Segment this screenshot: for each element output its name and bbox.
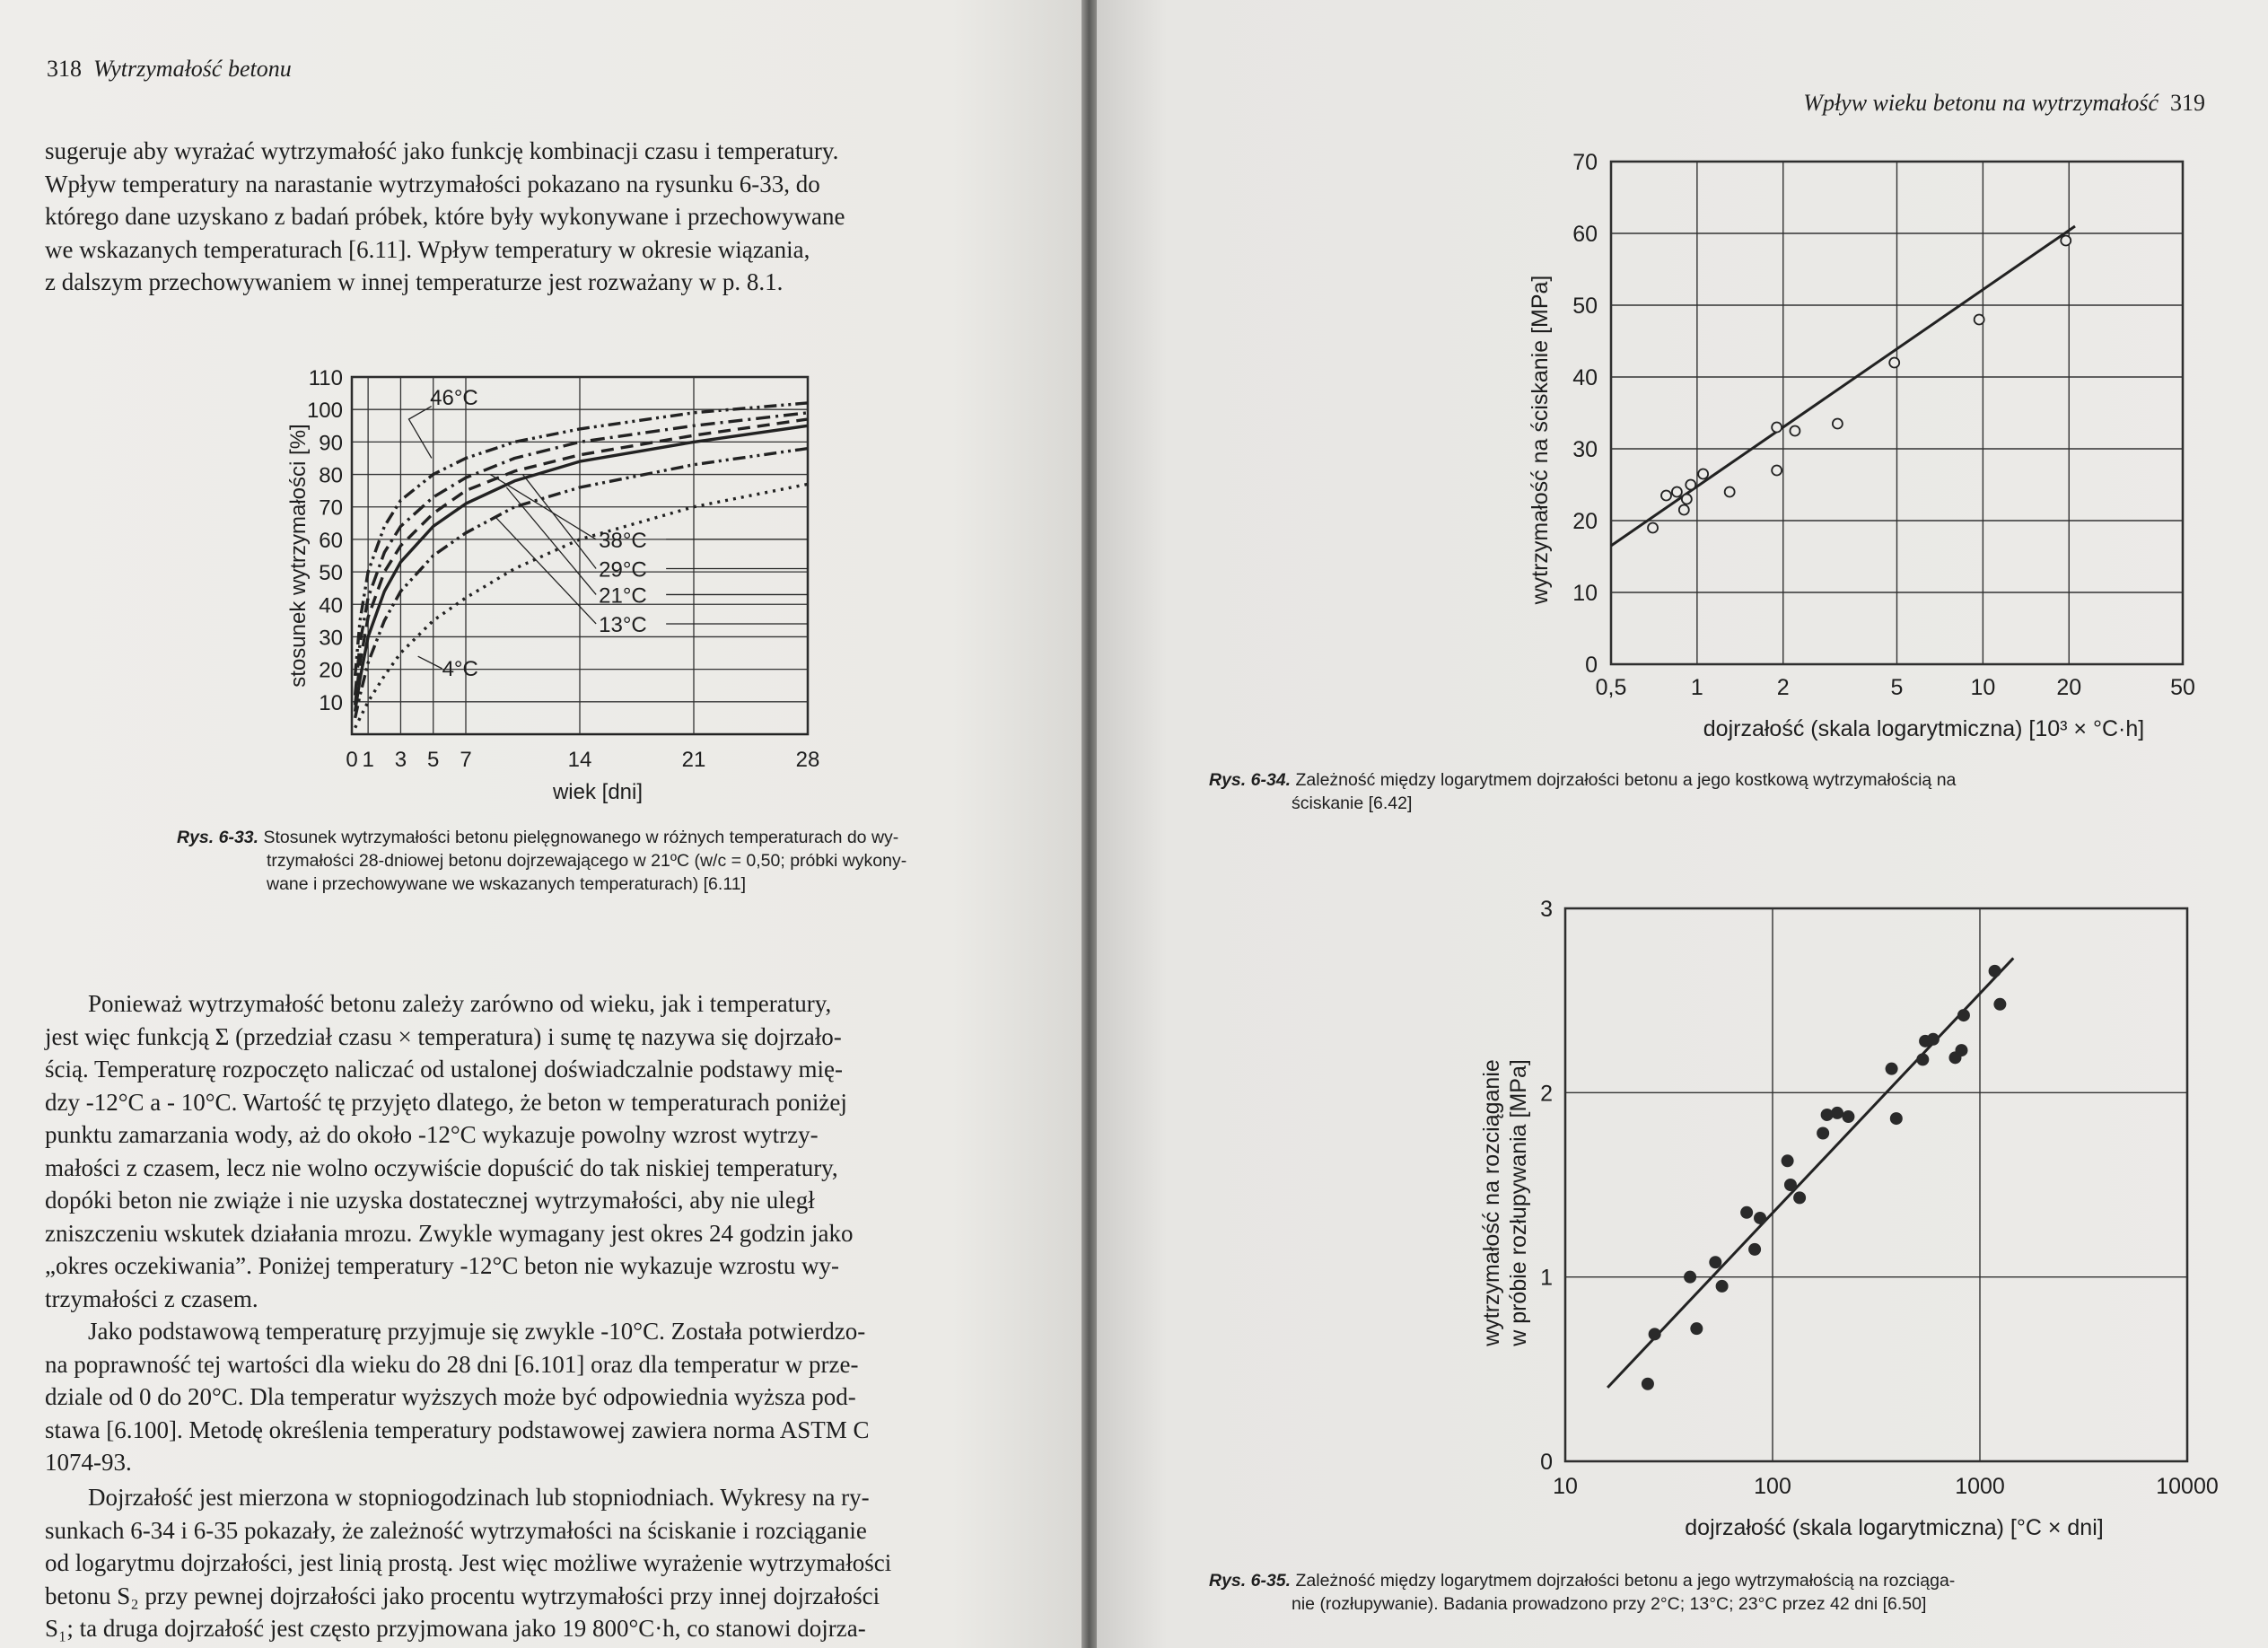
x-tick-label: 1000: [1955, 1474, 2005, 1499]
right-page-number: 319: [2170, 90, 2205, 116]
body-paragraph-2: [45, 1315, 987, 1479]
figure-6-33-chart: [269, 359, 844, 826]
text-line: S₁; ta druga dojrzałość jest często przyjmowana jako 19 800°C·h, co stanowi dojrza-: [45, 1615, 866, 1642]
figure-6-34-caption: [1209, 768, 2214, 815]
data-point: [1782, 1154, 1794, 1167]
x-tick-label: 10: [1553, 1474, 1578, 1499]
data-point: [1957, 1009, 1970, 1021]
data-point: [1975, 315, 1984, 325]
annotation-4c: 4°C: [442, 656, 478, 681]
text-line: Jako podstawową temperaturę przyjmuje się zwykle -10°C. Została potwierdzo-: [88, 1318, 866, 1345]
curve-38c: [355, 413, 808, 696]
annotation-46c: 46°C: [430, 386, 478, 411]
annotation-21c: 21°C: [599, 583, 647, 609]
x-tick-label: 100: [1754, 1474, 1791, 1499]
data-point: [1754, 1212, 1766, 1224]
x-tick-label: 7: [460, 748, 472, 772]
text-line: ścią. Temperaturę rozpoczęto naliczać od ustalonej doświadczalnie podstawy mię-: [45, 1056, 843, 1083]
left-page: [0, 0, 1081, 1648]
data-point: [1679, 505, 1689, 515]
text-line: którego dane uzyskano z badań próbek, które były wykonywane i przechowywane: [45, 203, 845, 230]
y-tick-label: 30: [1572, 437, 1598, 462]
data-point: [1642, 1378, 1654, 1390]
y-tick-label: 90: [319, 431, 343, 456]
text-line: dopóki beton nie zwiąże i nie uzyska dostatecznej wytrzymałości, aby nie uległ: [45, 1187, 815, 1214]
text-line: Wpływ temperatury na narastanie wytrzymałości pokazano na rysunku 6-33, do: [45, 170, 820, 197]
x-axis-label: wiek [dni]: [552, 780, 644, 804]
x-tick-label: 28: [795, 748, 820, 772]
data-point: [1725, 487, 1735, 497]
text-line: z dalszym przechowywaniem w innej temperaturze jest rozważany w p. 8.1.: [45, 268, 784, 295]
figure-6-34-caption-line: ściskanie [6.42]: [1292, 793, 1413, 813]
figure-6-33-caption-line: trzymałości 28-dniowej betonu dojrzewającego w 21ºC (w/c = 0,50; próbki wykony-: [267, 851, 907, 871]
data-point: [1989, 965, 2001, 977]
x-tick-label: 0: [346, 748, 358, 772]
data-point: [1682, 495, 1692, 504]
text-line: jest więc funkcją Σ (przedział czasu × temperatura) i sumę tę nazywa się dojrzało-: [45, 1022, 842, 1050]
y-tick-label: 70: [319, 495, 343, 521]
text-line: na poprawność tej wartości dla wieku do 28 dni [6.101] oraz dla temperatur w prze-: [45, 1350, 859, 1378]
body-paragraph-1: [45, 987, 987, 1315]
data-point: [1817, 1127, 1829, 1140]
data-point: [1916, 1053, 1929, 1065]
x-tick-label: 5: [1890, 675, 1904, 700]
data-point: [1649, 1328, 1661, 1340]
y-axis-label: stosunek wytrzymałości [%]: [286, 424, 311, 688]
text-line: Dojrzałość jest mierzona w stopniogodzinach lub stopniodniach. Wykresy na ry-: [88, 1484, 870, 1511]
figure-6-33-caption-line: Stosunek wytrzymałości betonu pielęgnowanego w różnych temperaturach do wy-: [263, 828, 899, 847]
text-line: punktu zamarzania wody, aż do około -12°C wykazuje powolny wzrost wytrzy-: [45, 1121, 819, 1148]
text-line: dzy -12°C a - 10°C. Wartość tę przyjęto dlatego, że beton w temperaturach poniżej: [45, 1088, 847, 1116]
data-point: [1831, 1107, 1843, 1119]
annotation-leader: [506, 487, 596, 594]
y-tick-label: 40: [1572, 365, 1598, 390]
x-tick-label: 3: [394, 748, 407, 772]
trend-line: [1607, 958, 2013, 1387]
x-tick-label: 5: [427, 748, 440, 772]
right-running-title: Wpływ wieku betonu na wytrzymałość: [1803, 90, 2159, 116]
figure-6-35-caption-line: nie (rozłupywanie). Badania prowadzono przy 2°C; 13°C; 23°C przez 42 dni [6.50]: [1292, 1594, 1927, 1614]
x-tick-label: 10: [1970, 675, 1996, 700]
figure-6-34-chart: [1258, 139, 2228, 749]
y-tick-label: 10: [319, 690, 343, 715]
body-paragraph-3: [45, 1481, 987, 1645]
data-point: [1748, 1243, 1761, 1256]
text-line: małości z czasem, lecz nie wolno oczywiście dopuścić do tak niskiej temperatury,: [45, 1153, 838, 1181]
text-line: sunkach 6-34 i 6-35 pokazały, że zależność wytrzymałości na ściskanie i rozciąganie: [45, 1516, 867, 1544]
intro-paragraph: [45, 135, 987, 299]
y-tick-label: 20: [1572, 509, 1598, 534]
data-point: [1648, 523, 1658, 533]
data-point: [1927, 1033, 1940, 1046]
y-tick-label: 110: [308, 366, 343, 390]
data-point: [1842, 1110, 1854, 1123]
figure-6-35-caption-line: Zależność między logarytmem dojrzałości betonu a jego wytrzymałością na rozciąga-: [1295, 1571, 1956, 1591]
y-tick-label: 30: [319, 626, 343, 651]
annotation-38c: 38°C: [599, 528, 647, 553]
data-point: [1833, 419, 1843, 429]
figure-6-35-chart: [1249, 889, 2228, 1571]
x-tick-label: 50: [2170, 675, 2195, 700]
y-tick-label: 1: [1540, 1265, 1553, 1291]
data-point: [1955, 1044, 1967, 1056]
data-point: [1790, 426, 1800, 436]
y-tick-label: 10: [1572, 581, 1598, 606]
data-point: [1772, 466, 1782, 476]
y-tick-label: 0: [1540, 1450, 1553, 1475]
annotation-13c: 13°C: [599, 612, 647, 637]
x-axis-label: dojrzałość (skala logarytmiczna) [°C × dni]: [1685, 1515, 2104, 1540]
data-point: [1890, 1112, 1903, 1125]
text-line: „okres oczekiwania”. Poniżej temperatury -12°C beton nie wykazuje wzrostu wy-: [45, 1252, 839, 1279]
plot-frame: [1565, 908, 2187, 1461]
data-point: [1698, 469, 1708, 479]
text-line: od logarytmu dojrzałości, jest linią prostą. Jest więc możliwe wyrażenie wytrzymałości: [45, 1549, 892, 1576]
data-point: [2061, 236, 2071, 246]
y-tick-label: 3: [1540, 897, 1553, 922]
left-page-header: [47, 56, 292, 83]
figure-6-34-caption-label: Rys. 6-34.: [1209, 770, 1292, 790]
y-tick-label: 70: [1572, 150, 1598, 175]
data-point: [1740, 1206, 1753, 1219]
figure-6-35-caption-label: Rys. 6-35.: [1209, 1571, 1292, 1591]
text-line: 1074-93.: [45, 1449, 132, 1476]
figure-6-33-caption-label: Rys. 6-33.: [177, 828, 259, 847]
right-page: [1097, 0, 2268, 1648]
right-page-header: [1803, 90, 2205, 117]
annotation-leader: [523, 475, 597, 569]
x-tick-label: 1: [362, 748, 374, 772]
data-point: [1886, 1063, 1898, 1075]
data-point: [1690, 1322, 1703, 1335]
data-point: [1661, 491, 1671, 501]
annotation-leader: [495, 517, 596, 624]
y-tick-label: 2: [1540, 1081, 1553, 1107]
data-point: [1709, 1256, 1721, 1268]
x-axis-label: dojrzałość (skala logarytmiczna) [10³ × °C·h]: [1703, 716, 2145, 741]
y-tick-label: 20: [319, 658, 343, 683]
curve-4c: [355, 484, 808, 727]
y-tick-label: 50: [319, 561, 343, 586]
y-tick-label: 60: [319, 528, 343, 553]
data-point: [1686, 480, 1695, 490]
y-tick-label: 50: [1572, 294, 1598, 319]
text-line: we wskazanych temperaturach [6.11]. Wpływ temperatury w okresie wiązania,: [45, 235, 810, 263]
data-point: [1793, 1191, 1806, 1204]
figure-6-33-caption: [177, 826, 985, 896]
x-tick-label: 21: [681, 748, 706, 772]
y-tick-label: 0: [1585, 653, 1598, 678]
text-line: zniszczeniu wskutek działania mrozu. Zwykle wymagany jest okres 24 godzin jako: [45, 1219, 854, 1247]
y-axis-label-line: wytrzymałość na rozciąganie: [1479, 1059, 1504, 1346]
y-axis-label: wytrzymałość na ściskanie [MPa]: [1528, 275, 1553, 605]
data-point: [1684, 1271, 1696, 1284]
data-point: [1772, 423, 1782, 433]
data-point: [1716, 1280, 1729, 1293]
text-line: betonu S₂ przy pewnej dojrzałości jako procentu wytrzymałości przy innej dojrzałości: [45, 1582, 880, 1609]
figure-6-34-caption-line: Zależność między logarytmem dojrzałości betonu a jego kostkową wytrzymałością na: [1295, 770, 1957, 790]
figure-6-33-caption-line: wane i przechowywane we wskazanych temperaturach) [6.11]: [267, 874, 746, 894]
annotation-leader: [418, 656, 442, 669]
y-tick-label: 60: [1572, 222, 1598, 247]
x-tick-label: 10000: [2156, 1474, 2219, 1499]
left-page-number: 318: [47, 56, 82, 82]
data-point: [1889, 358, 1899, 368]
x-tick-label: 1: [1690, 675, 1703, 700]
x-tick-label: 0,5: [1595, 675, 1627, 700]
x-tick-label: 14: [567, 748, 592, 772]
y-tick-label: 40: [319, 593, 343, 618]
x-tick-label: 2: [1776, 675, 1790, 700]
book-gutter: [1081, 0, 1097, 1648]
left-running-title: Wytrzymałość betonu: [93, 56, 292, 82]
y-axis-label-line: w próbie rozłupywania [MPa]: [1506, 1059, 1531, 1346]
y-tick-label: 80: [319, 463, 343, 488]
curve-13c: [355, 449, 808, 718]
text-line: dziale od 0 do 20°C. Dla temperatur wyższych może być odpowiednia wyższa pod-: [45, 1383, 856, 1410]
text-line: sugeruje aby wyrażać wytrzymałość jako funkcję kombinacji czasu i temperatury.: [45, 137, 839, 164]
annotation-leader: [409, 407, 432, 459]
text-line: Ponieważ wytrzymałość betonu zależy zarówno od wieku, jak i temperatury,: [88, 990, 832, 1017]
text-line: trzymałości z czasem.: [45, 1284, 258, 1312]
data-point: [1784, 1179, 1797, 1191]
annotation-29c: 29°C: [599, 557, 647, 583]
x-tick-label: 20: [2056, 675, 2082, 700]
text-line: stawa [6.100]. Metodę określenia temperatury podstawowej zawiera norma ASTM C: [45, 1416, 870, 1443]
data-point: [1993, 998, 2006, 1011]
y-tick-label: 100: [306, 399, 343, 424]
data-point: [1672, 487, 1682, 497]
trend-line: [1611, 226, 2075, 546]
figure-6-35-caption: [1209, 1569, 2232, 1616]
